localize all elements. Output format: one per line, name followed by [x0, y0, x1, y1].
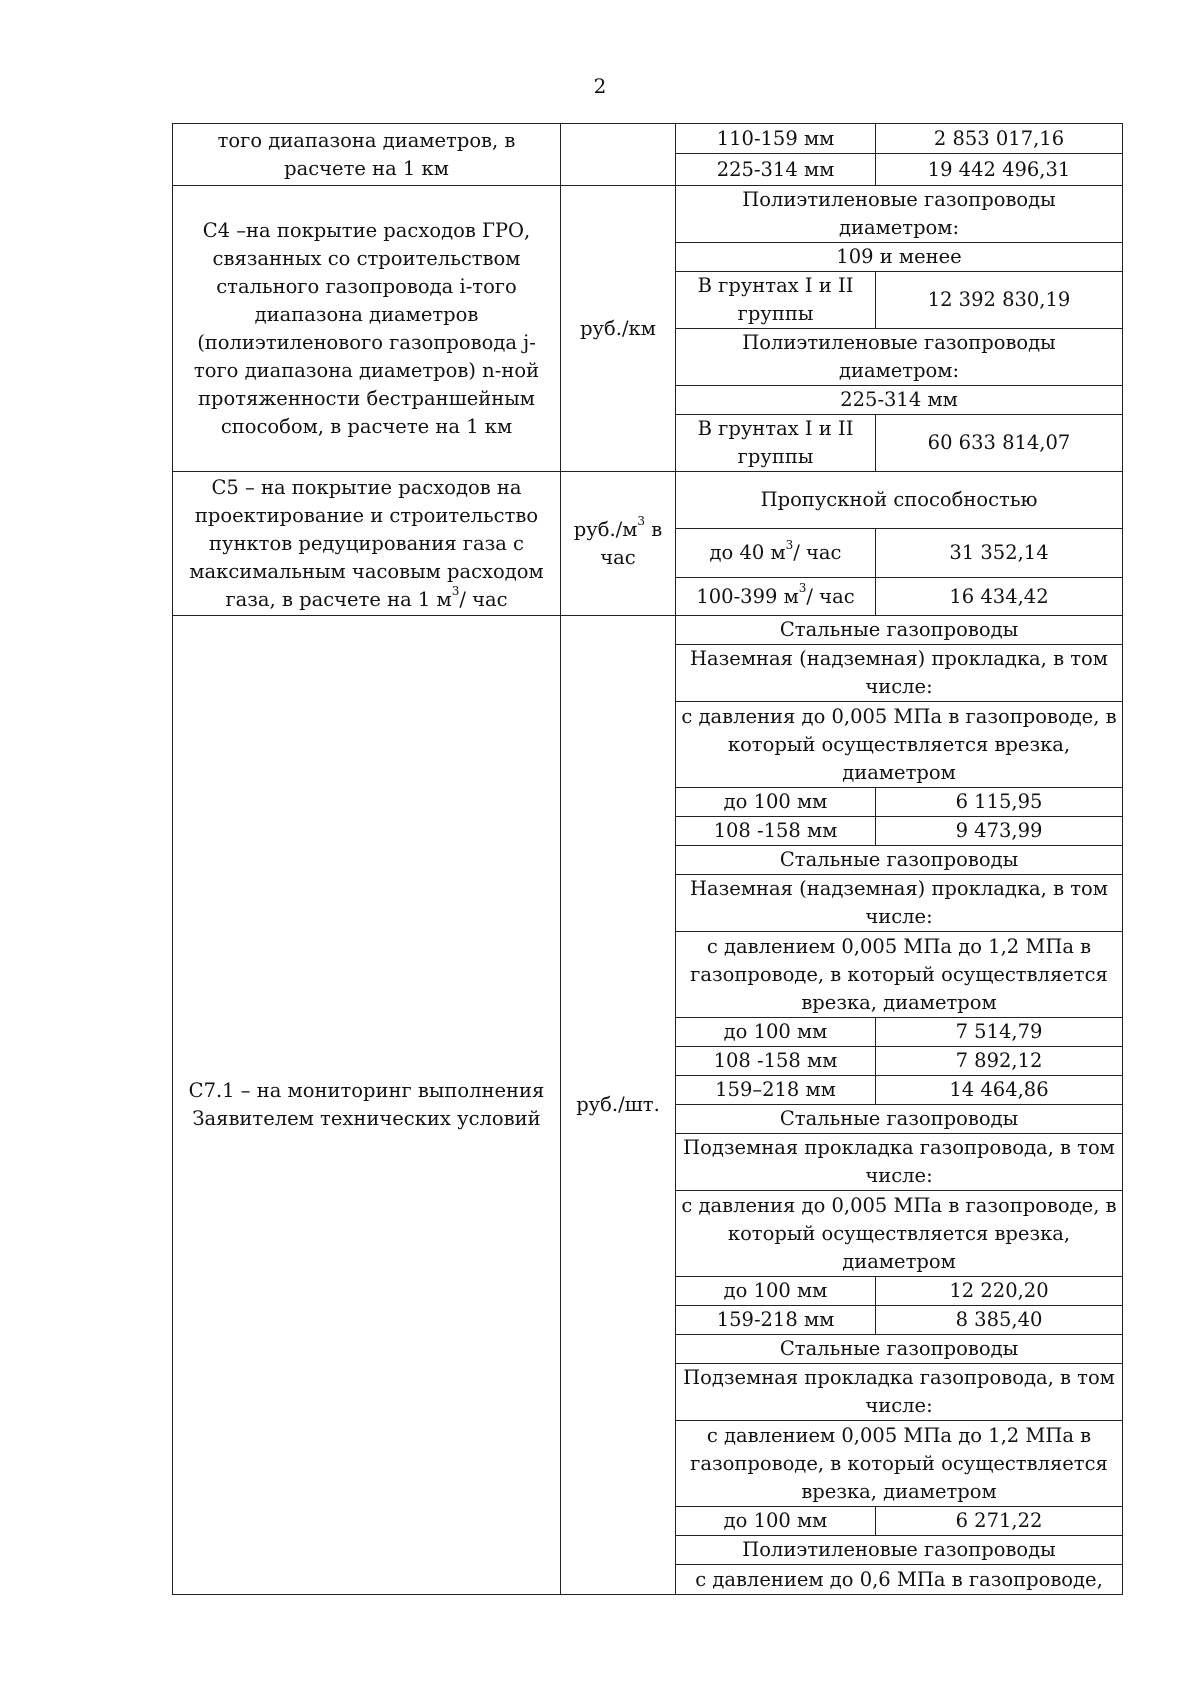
c5-label-cell: [676, 578, 876, 616]
c4-header-cell: Полиэтиленовые газопроводы диаметром:: [676, 329, 1123, 386]
c5-label-text: 100-399 м: [696, 584, 799, 608]
c71-label-cell: 108 -158 мм: [676, 1047, 876, 1076]
c71-group-header: Стальные газопроводы: [676, 1335, 1123, 1364]
c71-condition: с давлением 0,005 МПа до 1,2 МПа в газопроводе, в который осуществляется врезка, диаметром: [676, 932, 1123, 1018]
c71-value-cell: 12 220,20: [876, 1277, 1123, 1306]
tariff-table: [172, 123, 1123, 1595]
c71-value-cell: 7 514,79: [876, 1018, 1123, 1047]
c3-unit-cell: [561, 124, 676, 186]
c4-value-cell: 60 633 814,07: [876, 415, 1123, 472]
c71-value-cell: 6 271,22: [876, 1507, 1123, 1536]
c71-subheader: Подземная прокладка газопровода, в том числе:: [676, 1364, 1123, 1421]
c5-label-text: до 40 м: [709, 541, 786, 564]
c5-label-sup: 3: [798, 581, 807, 595]
c4-label-cell: В грунтах I и II группы: [676, 415, 876, 472]
c71-subheader: Наземная (надземная) прокладка, в том числе:: [676, 875, 1123, 932]
c71-value-cell: 9 473,99: [876, 817, 1123, 846]
c71-value-cell: 8 385,40: [876, 1306, 1123, 1335]
c71-label-cell: до 100 мм: [676, 1507, 876, 1536]
c5-label-suffix: / час: [793, 541, 842, 564]
c71-label-cell: до 100 мм: [676, 1018, 876, 1047]
c71-unit-cell: руб./шт.: [561, 616, 676, 1595]
c71-value-cell: 7 892,12: [876, 1047, 1123, 1076]
c4-title-cell: С4 –на покрытие расходов ГРО, связанных со строительством стального газопровода i-того диапазона диаметров (полиэтиленового газопровода j-того диапазона диаметров) n-ной протяженности бестраншейным способом, в расчете на 1 км: [173, 186, 561, 472]
c71-group-header: Стальные газопроводы: [676, 616, 1123, 645]
c4-value-cell: 12 392 830,19: [876, 272, 1123, 329]
c4-unit-cell: руб./км: [561, 186, 676, 472]
c5-unit-text: руб./м: [573, 517, 638, 541]
c71-label-cell: 108 -158 мм: [676, 817, 876, 846]
c71-label-cell: 159-218 мм: [676, 1306, 876, 1335]
c71-condition: с давления до 0,005 МПа в газопроводе, в который осуществляется врезка, диаметром: [676, 1191, 1123, 1277]
page-number: 2: [593, 74, 607, 98]
c71-label-cell: 159–218 мм: [676, 1076, 876, 1105]
c4-header-cell: Полиэтиленовые газопроводы диаметром:: [676, 186, 1123, 243]
c5-unit-cell: [561, 472, 676, 616]
c5-unit-sup: 3: [637, 514, 646, 528]
c5-value-cell: 16 434,42: [876, 578, 1123, 616]
c71-condition: с давления до 0,005 МПа в газопроводе, в который осуществляется врезка, диаметром: [676, 702, 1123, 788]
c5-label-cell: [676, 529, 876, 578]
c4-subheader-cell: 225-314 мм: [676, 386, 1123, 415]
c4-subheader-cell: 109 и менее: [676, 243, 1123, 272]
c71-label-cell: до 100 мм: [676, 788, 876, 817]
c71-subheader: Подземная прокладка газопровода, в том числе:: [676, 1134, 1123, 1191]
c5-title-text: С5 – на покрытие расходов на проектирование и строительство пунктов редуцирования газа с максимальным часовым расходом газа, в расчете на 1 м: [189, 475, 544, 611]
c5-value-cell: 31 352,14: [876, 529, 1123, 578]
c5-title-sup: 3: [451, 584, 460, 598]
c4-label-cell: В грунтах I и II группы: [676, 272, 876, 329]
c3-value-cell: 19 442 496,31: [876, 154, 1123, 186]
c71-label-cell: до 100 мм: [676, 1277, 876, 1306]
c3-label-cell: 225-314 мм: [676, 154, 876, 186]
c71-value-cell: 14 464,86: [876, 1076, 1123, 1105]
c71-group-header: Стальные газопроводы: [676, 846, 1123, 875]
c71-group-header: Стальные газопроводы: [676, 1105, 1123, 1134]
c5-unit-suffix: в час: [600, 517, 663, 569]
c5-title-suffix: / час: [459, 587, 508, 611]
c5-title-cell: [173, 472, 561, 616]
c5-label-sup: 3: [785, 537, 794, 552]
c71-condition: с давлением до 0,6 МПа в газопроводе,: [676, 1565, 1123, 1595]
c5-label-suffix: / час: [806, 584, 855, 608]
c3-label-cell: 110-159 мм: [676, 124, 876, 154]
c71-group-header: Полиэтиленовые газопроводы: [676, 1536, 1123, 1565]
c3-value-cell: 2 853 017,16: [876, 124, 1123, 154]
c5-header-cell: Пропускной способностью: [676, 472, 1123, 529]
c71-title-cell: С7.1 – на мониторинг выполнения Заявителем технических условий: [173, 616, 561, 1595]
c71-condition: с давлением 0,005 МПа до 1,2 МПа в газопроводе, в который осуществляется врезка, диаметром: [676, 1421, 1123, 1507]
c71-value-cell: 6 115,95: [876, 788, 1123, 817]
c3-title-cell: того диапазона диаметров, в расчете на 1 км: [173, 124, 561, 186]
c71-subheader: Наземная (надземная) прокладка, в том числе:: [676, 645, 1123, 702]
